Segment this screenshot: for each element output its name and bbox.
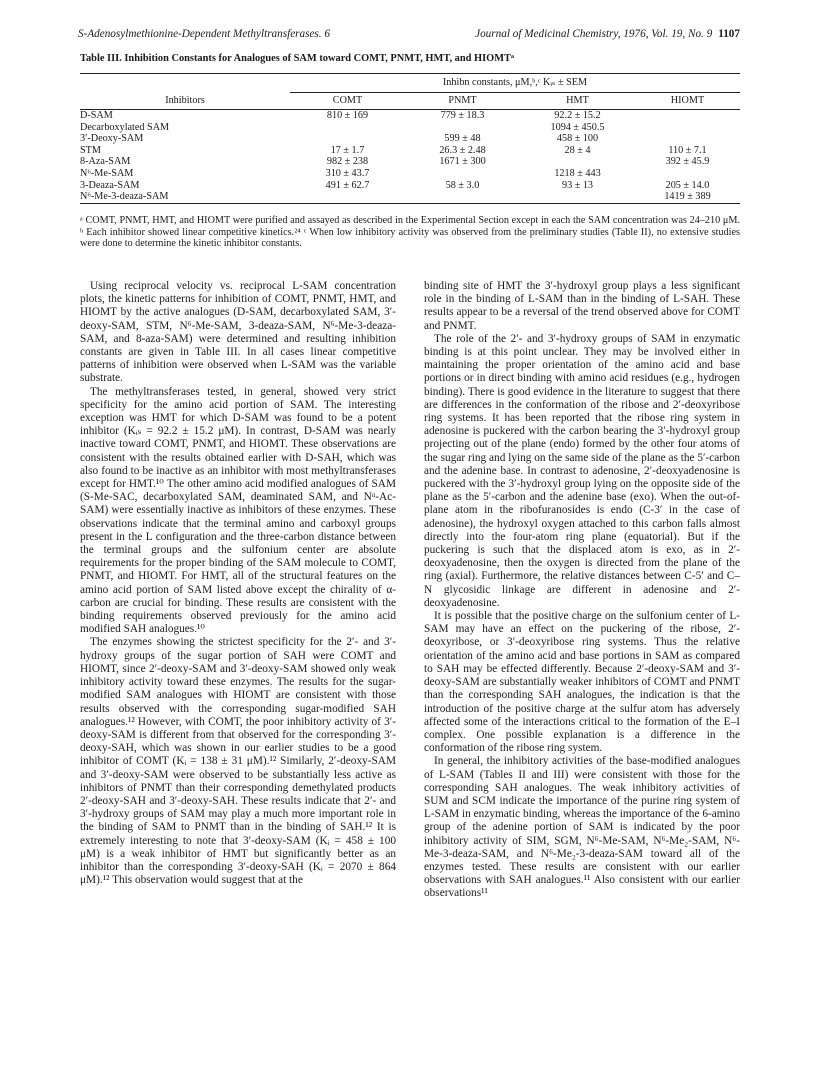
inhibitors-header: Inhibitors xyxy=(165,94,205,106)
hmt-value: 1218 ± 443 xyxy=(554,167,601,179)
inhibitor-name: 3′-Deoxy-SAM xyxy=(80,133,144,145)
column-header-comt: COMT xyxy=(332,95,363,107)
pnmt-value: 599 ± 48 xyxy=(444,133,481,145)
paragraph: binding site of HMT the 3′-hydroxyl group plays a less significant role in the binding of L-SAM than in the binding of L-SAH. These results appear to be a reversal of the trend observed above for COMT and PNMT. xyxy=(424,280,740,332)
hiomt-value xyxy=(635,110,740,122)
pnmt-value: 779 ± 18.3 xyxy=(440,110,485,121)
table-row xyxy=(80,145,740,157)
paragraph: The role of the 2′- and 3′-hydroxy groups of SAM in enzymatic binding is at this point unclear. They may be involved either in maintaining the proper orientation of the amino acid and base portions or in direct binding with amino acid residues (e.g., hydrogen binding). There is good evidence in the literature to suggest that there are differences in the conformation of the ribose and 2′-deoxyribose ring systems. It has been reported that the ribose ring system in adenosine is puckered with the carbon bearing the 3′-hydroxyl group projecting out of the plane (endo) formed by the other four atoms of the sugar ring and lying on the same side of the plane as the 5′-carbon and the adenine base. In contrast to adenosine, 2′-deoxyadenosine is puckered with the 3′-hydroxyl group lying on the opposite side of the plane as the 5′-carbon and the adenine base (exo). When the out-of-plane atom in the ribofuranosides is endo (C-3′ in the case of adenosine), the hydroxyl oxygen attached to this carbon falls almost directly into the four-atom ring plane (equatorial). But if the puckering is such that the displaced atom is exo, as in 2′-deoxyadenosine, then the oxygen is directed from the plane of the ring (axial). Furthermore, the relative distances between C-5′ and C–N glycosidic linkage are different in adenosine and 2′-deoxyadenosine. xyxy=(424,332,740,609)
hmt-value: 1094 ± 450.5 xyxy=(550,121,605,133)
inhibitor-name: STM xyxy=(80,144,101,156)
hiomt-value: 392 ± 45.9 xyxy=(665,156,710,168)
hiomt-value: 205 ± 14.0 xyxy=(665,179,710,191)
paragraph: It is possible that the positive charge on the sulfonium center of L-SAM may have an effect on the puckering of the ribose, 2′-deoxyribose, or 3′-deoxyribose ring systems. Thus the relative orientation of the amino acid and base portions in SAM as compared to SAH may be effected differently. Because 2′-deoxy-SAM and 3′-deoxy-SAM are substantially weaker inhibitors of COMT and PNMT than the corresponding SAH analogues, the indication is that the introduction of the positive charge at the sulfur atom has adversely affected some of the interactions critical to the formation of the E–I complex. One possible explanation is a difference in the conformation of the ribose ring system. xyxy=(424,610,740,755)
paragraph: In general, the inhibitory activities of the base-modified analogues of L-SAM (Tables II and III) were consistent with those for the corresponding SAH analogues. The weak inhibitory activities of SUM and SCM indicate the importance of the purine ring system of L-SAM in enzymatic binding, whereas the importance of the 6-amino group of the adenine portion of SAM is indicated by the poor inhibitory activity of SIM, SGM, N⁶-Me-SAM, N⁶-Me₂-SAM, N⁶-Me-3-deaza-SAM, and N⁶-Me₂-3-deaza-SAM toward all of the enzymes tested. These results are consistent with our earlier observations with SAH analogues.¹¹ Also consistent with our earlier observations¹¹ xyxy=(424,755,740,900)
comt-value: 310 ± 43.7 xyxy=(325,167,370,179)
table-corner xyxy=(80,74,290,93)
page-number: 1107 xyxy=(718,28,740,40)
table-row xyxy=(80,156,740,168)
body-right-column xyxy=(424,280,740,901)
hmt-value xyxy=(520,191,635,203)
paragraph: Using reciprocal velocity vs. reciprocal L-SAM concentration plots, the kinetic patterns for inhibition of COMT, PNMT, HMT, and HIOMT by the active analogues (D-SAM, decarboxylated SAM, 3′-deoxy-SAM, STM, N⁶-Me-SAM, 3-deaza-SAM, N⁶-Me-3-deaza-SAM, and 8-aza-SAM) were determined and resulting inhibition constants are given in Table III. In all cases linear competitive patterns of inhibition were observed when L-SAM was the variable substrate. xyxy=(80,280,396,385)
comt-value: 491 ± 62.7 xyxy=(325,179,370,191)
hmt-value: 93 ± 13 xyxy=(561,179,594,191)
table-title: Table III. Inhibition Constants for Analogues of SAM toward COMT, PNMT, HMT, and HIOMTᵃ xyxy=(80,53,515,64)
hmt-value: 92.2 ± 15.2 xyxy=(554,110,601,121)
inhibitor-name: N⁶-Me-SAM xyxy=(80,167,134,179)
comt-value: 17 ± 1.7 xyxy=(330,144,365,156)
comt-value: 810 ± 169 xyxy=(326,110,369,121)
column-header-hiomt: HIOMT xyxy=(670,95,705,107)
hmt-value: 458 ± 100 xyxy=(556,133,599,145)
pnmt-value xyxy=(405,122,520,134)
comt-value: 982 ± 238 xyxy=(326,156,369,168)
inhibitor-name: Decarboxylated SAM xyxy=(80,121,170,133)
comt-value xyxy=(290,191,405,203)
inhibitor-name: D-SAM xyxy=(80,110,113,121)
table-row xyxy=(80,168,740,180)
journal-citation xyxy=(475,28,740,40)
hiomt-value xyxy=(635,122,740,134)
group-header: Inhibn constants, μM,ᵇ,ᶜ Kᵢₛ ± SEM xyxy=(290,74,740,93)
hmt-value xyxy=(520,156,635,168)
hiomt-value xyxy=(635,168,740,180)
column-header-pnmt: PNMT xyxy=(448,95,477,107)
running-title: S-Adenosylmethionine-Dependent Methyltransferases. 6 xyxy=(78,28,330,40)
hiomt-value: 1419 ± 389 xyxy=(664,191,711,203)
comt-value xyxy=(290,122,405,134)
inhibition-constants-table xyxy=(80,73,740,204)
inhibitor-name: N⁶-Me-3-deaza-SAM xyxy=(80,191,169,203)
table-row xyxy=(80,122,740,134)
comt-value xyxy=(290,133,405,145)
hiomt-value xyxy=(635,133,740,145)
pnmt-value: 58 ± 3.0 xyxy=(445,179,480,191)
hmt-value: 28 ± 4 xyxy=(564,144,591,156)
inhibitor-name: 3-Deaza-SAM xyxy=(80,179,140,191)
paragraph: The enzymes showing the strictest specificity for the 2′- and 3′-hydroxy groups of the sugar portion of SAH were COMT and HIOMT, since 2′-deoxy-SAM and 3′-deoxy-SAM showed only weak inhibitory activity toward these enzymes. The results for the sugar-modified SAM analogues with HIOMT are consistent with those results observed with the corresponding sugar-modified SAH analogues.¹² However, with COMT, the poor inhibitory activity of 3′-deoxy-SAM is different from that observed for the corresponding 3′-deoxy-SAH, which was shown in our earlier studies to be a good inhibitor of COMT (Kᵢ = 138 ± 31 μM).¹² Similarly, 2′-deoxy-SAM and 3′-deoxy-SAM were observed to be substantially less active as inhibitors of PNMT than their corresponding demethylated products 2′-deoxy-SAH and 3′-deoxy-SAH. These results indicate that 2′- and 3′-hydroxy groups of SAM may play a much more important role in the binding of SAM to PNMT than in the binding of SAH.¹² It is extremely interesting to note that 3′-deoxy-SAM (Kᵢ = 458 ± 100 μM) is a weak inhibitor of HMT but significantly better as an inhibitor than the corresponding 3′-deoxy-SAH (Kᵢ = 2070 ± 864 μM).¹² This observation would suggest that at the xyxy=(80,636,396,887)
table-row xyxy=(80,110,740,122)
inhibitor-name: 8-Aza-SAM xyxy=(80,156,131,168)
table-footnotes: ᵃ COMT, PNMT, HMT, and HIOMT were purified and assayed as described in the Experimental Section except in each the SAM concentration was 24–210 μM. ᵇ Each inhibitor showed linear competitive kinetics.²⁴ ᶜ When low inhibitory activity was observed from the preliminary studies (Table II), no extensive studies were done to determine the kinetic inhibitor constants. xyxy=(80,215,740,249)
pnmt-value xyxy=(405,168,520,180)
paragraph: The methyltransferases tested, in general, showed very strict specificity for the amino acid portion of SAM. The interesting exception was HMT for which D-SAM was found to be a potent inhibitor (Kᵢₛ = 92.2 ± 15.2 μM). In contrast, D-SAM was nearly inactive toward COMT, PNMT, and HIOMT. These observations are consistent with the results obtained earlier with D-SAH, which was also found to be inactive as an inhibitor with most methyltransferases except for HMT.¹⁰ The other amino acid modified analogues of SAM (S-Me-SAC, decarboxylated SAM, deaminated SAM, and Nᵅ-Ac-SAM) were essentially inactive as inhibitors of these enzymes. These observations indicate that the terminal amino and carboxyl groups present in the L configuration and the three-carbon distance between the terminal groups and the sulfonium center are absolute requirements for the proper binding of the SAM molecule to COMT, PNMT, and HIOMT. For HMT, all of the structural features on the amino acid portion of SAM listed above except the chirality of α-carbon are crucial for binding. These results are consistent with the binding requirements observed previously for the amino acid modified SAH analogues.¹⁰ xyxy=(80,385,396,636)
column-header-hmt: HMT xyxy=(566,95,589,107)
table-row xyxy=(80,191,740,203)
hiomt-value: 110 ± 7.1 xyxy=(668,144,707,156)
body-left-column xyxy=(80,280,396,887)
pnmt-value: 1671 ± 300 xyxy=(439,156,486,168)
table-row xyxy=(80,133,740,145)
running-header xyxy=(78,28,740,44)
table-row xyxy=(80,180,740,192)
pnmt-value: 26.3 ± 2.48 xyxy=(439,144,486,156)
journal-name: Journal of Medicinal Chemistry, 1976, Vol. 19, No. 9 xyxy=(475,28,713,40)
pnmt-value xyxy=(405,191,520,203)
